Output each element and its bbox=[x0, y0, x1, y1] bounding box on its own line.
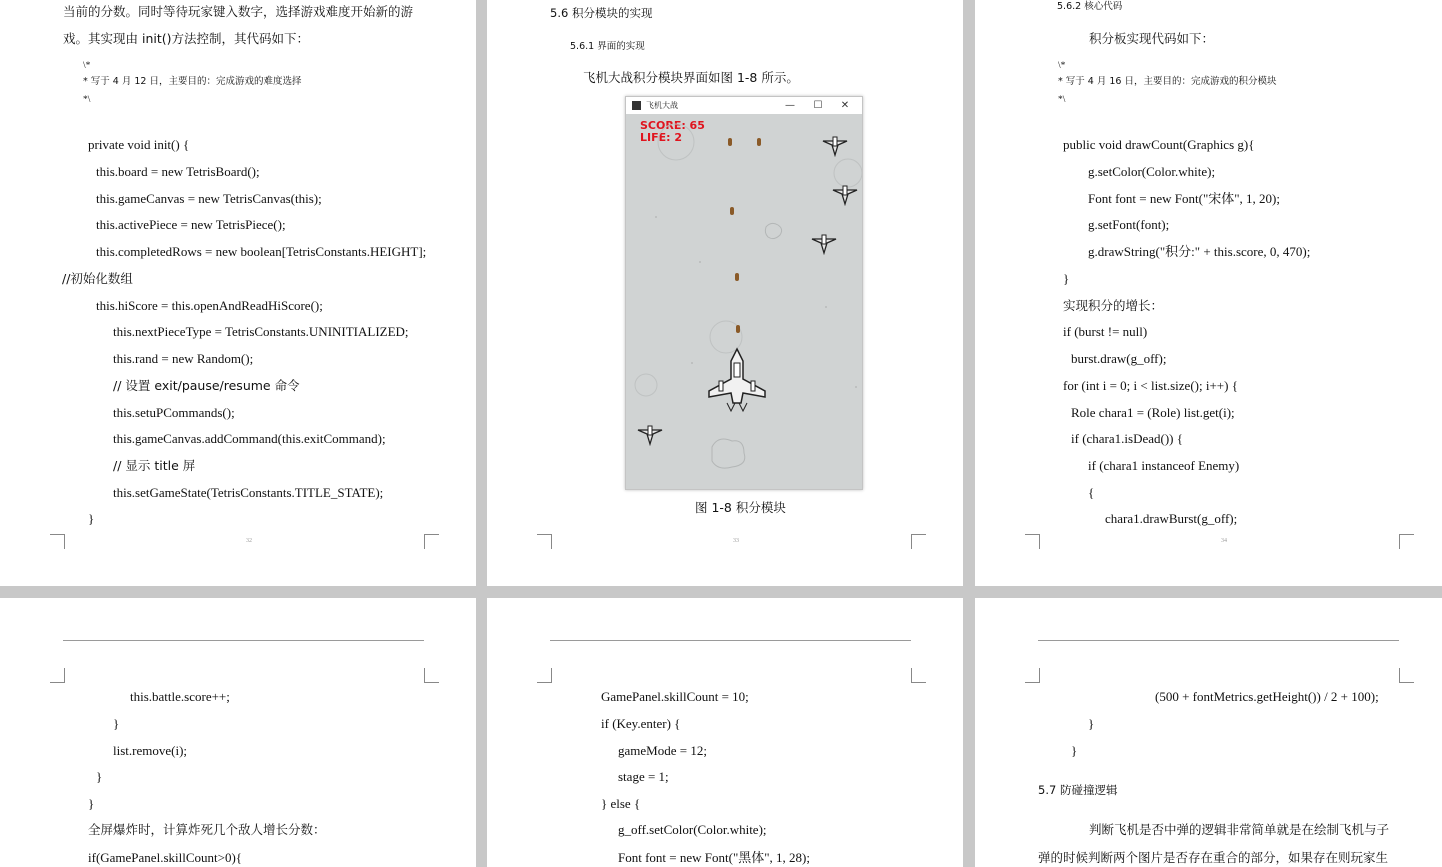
code-line: private void init() { bbox=[88, 137, 190, 152]
code-line: } bbox=[88, 511, 95, 526]
page-33 bbox=[487, 0, 963, 586]
code-line: if (chara1 instanceof Enemy) bbox=[1088, 458, 1240, 473]
enemy-plane bbox=[821, 135, 849, 157]
comment-line: \* bbox=[1058, 61, 1066, 71]
page-number: 33 bbox=[733, 538, 739, 544]
body-text: 弹的时候判断两个图片是否存在重合的部分，如果存在则玩家生 bbox=[1038, 850, 1389, 865]
code-line: g.setFont(font); bbox=[1088, 217, 1170, 232]
figure-caption: 图 1-8 积分模块 bbox=[695, 500, 786, 515]
code-line: list.remove(i); bbox=[113, 743, 188, 758]
code-line: (500 + fontMetrics.getHeight()) / 2 + 100); bbox=[1155, 689, 1379, 704]
margin-corner bbox=[911, 668, 926, 683]
page-35 bbox=[0, 598, 476, 867]
score-text: SCORE: 65 bbox=[640, 119, 705, 132]
code-line: } else { bbox=[601, 796, 641, 811]
code-line: } bbox=[1063, 271, 1070, 286]
page-number: 34 bbox=[1221, 538, 1227, 544]
header-rule bbox=[63, 640, 424, 641]
code-line: } bbox=[88, 796, 95, 811]
margin-corner bbox=[50, 534, 65, 549]
header-rule bbox=[550, 640, 911, 641]
comment-line: * 写于 4 月 16 日，主要目的：完成游戏的积分模块 bbox=[1058, 76, 1277, 87]
minimize-icon: — bbox=[785, 100, 795, 111]
margin-corner bbox=[911, 534, 926, 549]
window-title: 飞机大战 bbox=[646, 101, 678, 110]
game-window-figure bbox=[625, 96, 863, 490]
margin-corner bbox=[1399, 668, 1414, 683]
body-text: 飞机大战积分模块界面如图 1-8 所示。 bbox=[583, 70, 799, 85]
section-heading: 5.6 积分模块的实现 bbox=[550, 6, 653, 20]
code-line: this.activePiece = new TetrisPiece(); bbox=[96, 217, 286, 232]
margin-corner bbox=[424, 534, 439, 549]
code-line: this.setuPCommands(); bbox=[113, 405, 235, 420]
code-line: this.board = new TetrisBoard(); bbox=[96, 164, 260, 179]
code-comment: // 设置 exit/pause/resume 命令 bbox=[113, 378, 300, 393]
page-number: 32 bbox=[246, 538, 252, 544]
life-text: LIFE: 2 bbox=[640, 131, 683, 144]
code-line: burst.draw(g_off); bbox=[1071, 351, 1167, 366]
code-line: } bbox=[113, 716, 120, 731]
header-rule bbox=[1038, 640, 1399, 641]
body-text: 实现积分的增长： bbox=[1063, 298, 1164, 313]
margin-corner bbox=[1025, 668, 1040, 683]
margin-corner bbox=[424, 668, 439, 683]
code-line: this.battle.score++; bbox=[130, 689, 230, 704]
code-line: } bbox=[96, 769, 103, 784]
code-line: Role chara1 = (Role) list.get(i); bbox=[1071, 405, 1235, 420]
code-line: stage = 1; bbox=[618, 769, 669, 784]
code-line: } bbox=[1071, 743, 1078, 758]
enemy-plane bbox=[810, 233, 838, 255]
player-plane bbox=[705, 347, 769, 413]
enemy-plane bbox=[636, 424, 664, 446]
code-line: Font font = new Font("宋体", 1, 20); bbox=[1088, 191, 1280, 206]
page-36 bbox=[487, 598, 963, 867]
code-line: if (chara1.isDead()) { bbox=[1071, 431, 1183, 446]
body-text: 积分板实现代码如下： bbox=[1089, 31, 1215, 46]
section-heading: 5.7 防碰撞逻辑 bbox=[1038, 783, 1118, 797]
bullet bbox=[757, 138, 761, 146]
code-line: g_off.setColor(Color.white); bbox=[618, 822, 767, 837]
body-text: 当前的分数。同时等待玩家键入数字，选择游戏难度开始新的游 bbox=[63, 4, 414, 19]
code-line: GamePanel.skillCount = 10; bbox=[601, 689, 749, 704]
page-32 bbox=[0, 0, 476, 586]
code-comment: //初始化数组 bbox=[62, 271, 133, 286]
comment-line: * 写于 4 月 12 日，主要目的：完成游戏的难度选择 bbox=[83, 76, 302, 87]
bullet bbox=[728, 138, 732, 146]
comment-line: *\ bbox=[83, 95, 91, 105]
code-line: if (burst != null) bbox=[1063, 324, 1148, 339]
body-text: 全屏爆炸时，计算炸死几个敌人增长分数： bbox=[88, 822, 326, 837]
comment-line: *\ bbox=[1058, 95, 1066, 105]
margin-corner bbox=[1025, 534, 1040, 549]
margin-corner bbox=[537, 668, 552, 683]
code-line: Font font = new Font("黑体", 1, 28); bbox=[618, 850, 810, 865]
code-line: for (int i = 0; i < list.size(); i++) { bbox=[1063, 378, 1238, 393]
code-line: g.drawString("积分:" + this.score, 0, 470); bbox=[1088, 244, 1311, 259]
code-line: this.setGameState(TetrisConstants.TITLE_STATE); bbox=[113, 485, 384, 500]
bullet bbox=[730, 207, 734, 215]
code-line: this.completedRows = new boolean[TetrisConstants.HEIGHT]; bbox=[96, 244, 427, 259]
bullet bbox=[736, 325, 740, 333]
close-icon: ✕ bbox=[840, 100, 850, 111]
enemy-plane bbox=[831, 184, 859, 206]
code-line: this.gameCanvas.addCommand(this.exitCommand); bbox=[113, 431, 386, 446]
code-line: this.nextPieceType = TetrisConstants.UNINITIALIZED; bbox=[113, 324, 409, 339]
subsection-heading: 5.6.1 界面的实现 bbox=[570, 41, 645, 52]
code-line: g.setColor(Color.white); bbox=[1088, 164, 1216, 179]
comment-line: \* bbox=[83, 61, 91, 71]
page-34 bbox=[975, 0, 1442, 586]
code-line: this.rand = new Random(); bbox=[113, 351, 254, 366]
code-line: gameMode = 12; bbox=[618, 743, 707, 758]
margin-corner bbox=[1399, 534, 1414, 549]
bullet bbox=[735, 273, 739, 281]
code-line: if (Key.enter) { bbox=[601, 716, 681, 731]
code-line: if(GamePanel.skillCount>0){ bbox=[88, 850, 243, 865]
code-line: public void drawCount(Graphics g){ bbox=[1063, 137, 1255, 152]
subsection-heading: 5.6.2 核心代码 bbox=[1057, 1, 1123, 12]
body-text: 判断飞机是否中弹的逻辑非常简单就是在绘制飞机与子 bbox=[1089, 822, 1390, 837]
page-37 bbox=[975, 598, 1442, 867]
margin-corner bbox=[50, 668, 65, 683]
code-line: { bbox=[1088, 485, 1095, 500]
body-text: 戏。其实现由 init()方法控制，其代码如下： bbox=[63, 31, 309, 46]
maximize-icon: ☐ bbox=[813, 100, 823, 111]
margin-corner bbox=[537, 534, 552, 549]
code-line: chara1.drawBurst(g_off); bbox=[1105, 511, 1238, 526]
asteroid bbox=[712, 223, 782, 468]
code-comment: // 显示 title 屏 bbox=[113, 458, 196, 473]
code-line: this.gameCanvas = new TetrisCanvas(this); bbox=[96, 191, 322, 206]
code-line: } bbox=[1088, 716, 1095, 731]
code-line: this.hiScore = this.openAndReadHiScore(); bbox=[96, 298, 323, 313]
